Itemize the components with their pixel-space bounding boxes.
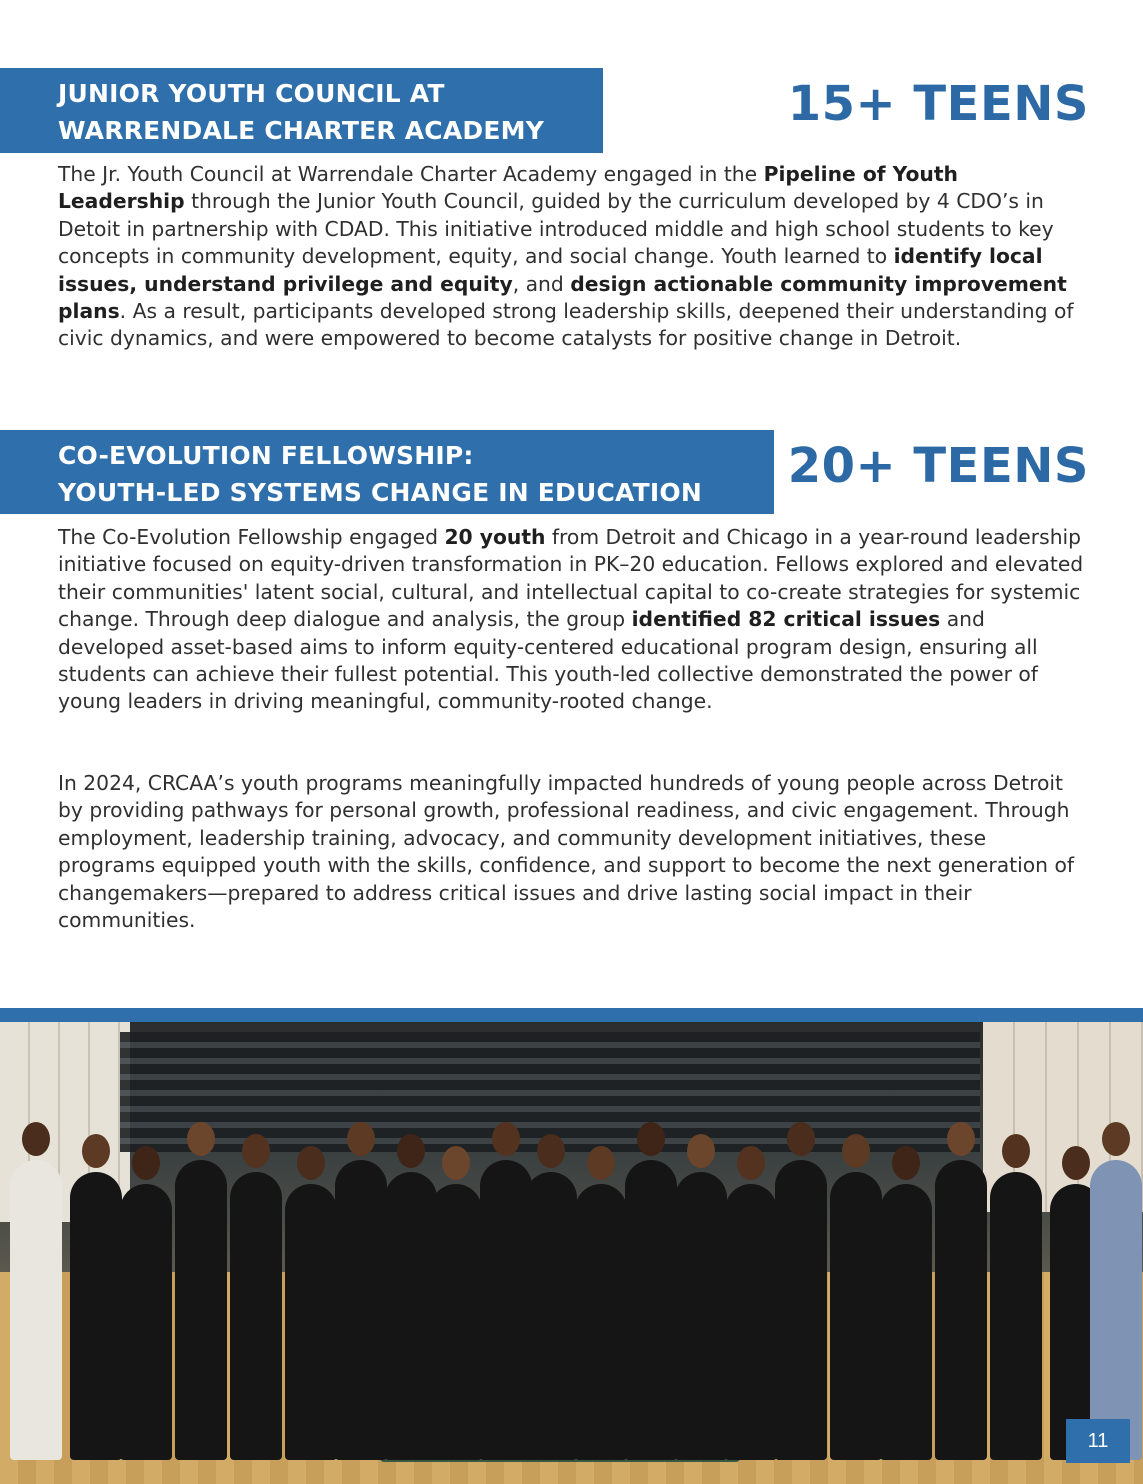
person-figure xyxy=(935,1160,987,1460)
section1-body xyxy=(58,161,1088,353)
person-figure xyxy=(675,1172,727,1460)
page-number: 11 xyxy=(1066,1419,1130,1463)
person-head xyxy=(737,1146,765,1180)
person-head xyxy=(892,1146,920,1180)
person-figure xyxy=(990,1172,1042,1460)
bold-phrase: Pipeline of Youth Leadership xyxy=(58,162,958,214)
person-head xyxy=(132,1146,160,1180)
person-figure xyxy=(880,1184,932,1460)
person-head xyxy=(587,1146,615,1180)
person-head xyxy=(242,1134,270,1168)
person-figure xyxy=(120,1184,172,1460)
person-figure xyxy=(525,1172,577,1460)
bold-phrase: design actionable community improvement plans xyxy=(58,271,1067,324)
person-figure xyxy=(175,1160,227,1460)
text-run: from Detroit and Chicago in a year-round leadership initiative focused on equity-driven transformation in PK–20 education. Fellows explored and elevated their communities' latent social, cultural, and intellectual capital to co-create strategies for systemic change. Through deep dialogue and analysis, the group xyxy=(58,525,1084,632)
group-photo xyxy=(0,1022,1143,1484)
person-head xyxy=(1002,1134,1030,1168)
person-head xyxy=(787,1122,815,1156)
person-head xyxy=(537,1134,565,1168)
person-head xyxy=(687,1134,715,1168)
person-figure xyxy=(285,1184,337,1460)
person-head xyxy=(637,1122,665,1156)
person-figure xyxy=(1090,1160,1142,1460)
person-figure xyxy=(625,1160,677,1460)
person-figure xyxy=(230,1172,282,1460)
person-figure xyxy=(335,1160,387,1460)
person-figure xyxy=(70,1172,122,1460)
person-head xyxy=(187,1122,215,1156)
section2-body xyxy=(58,524,1088,716)
text-run: The Jr. Youth Council at Warrendale Charter Academy engaged in the xyxy=(58,162,764,186)
person-head xyxy=(492,1122,520,1156)
section2-stat: 20+ TEENS xyxy=(787,438,1089,494)
text-run: , and xyxy=(512,271,571,296)
summary-paragraph: In 2024, CRCAA’s youth programs meaningfully impacted hundreds of young people across Detroit by providing pathways for personal growth, professional readiness, and civic engagement. Through employment, leadership training, advocacy, and community development initiatives, these programs equipped youth with the skills, confidence, and support to become the next generation of changemakers—prepared to address critical issues and drive lasting social impact in their communities. xyxy=(58,771,1075,933)
section2-heading-line2: YOUTH-LED SYSTEMS CHANGE IN EDUCATION xyxy=(58,478,702,507)
person-figure xyxy=(575,1184,627,1460)
person-figure xyxy=(830,1172,882,1460)
section1-heading xyxy=(0,68,603,153)
bold-phrase: identified 82 critical issues xyxy=(631,607,941,632)
person-figure xyxy=(775,1160,827,1460)
text-run: . As a result, participants developed strong leadership skills, deepened their understanding of civic dynamics, and were empowered to become catalysts for positive change in Detroit. xyxy=(58,299,1074,351)
photo-top-band xyxy=(0,1008,1143,1022)
person-head xyxy=(1102,1122,1130,1156)
text-run: The Co-Evolution Fellowship engaged xyxy=(58,525,445,549)
text-run: through the Junior Youth Council, guided by the curriculum developed by 4 CDO’s in Detoit in partnership with CDAD. This initiative introduced middle and high school students to key concepts in community development, equity, and social change. Youth learned to xyxy=(58,189,1054,269)
section2-heading xyxy=(0,430,774,514)
text-run: and developed asset-based aims to inform equity-centered educational program design, ensuring all students can achieve their fullest potential. This youth-led collective demonstrated the power of young leaders in driving meaningful, community-rooted change. xyxy=(58,607,1038,714)
section1-heading-line2: WARRENDALE CHARTER ACADEMY xyxy=(58,116,544,145)
section2-heading-line1: CO-EVOLUTION FELLOWSHIP: xyxy=(58,441,474,470)
person-head xyxy=(842,1134,870,1168)
person-head xyxy=(22,1122,50,1156)
section1-stat: 15+ TEENS xyxy=(787,76,1089,132)
person-head xyxy=(82,1134,110,1168)
person-figure xyxy=(10,1160,62,1460)
person-figure xyxy=(725,1184,777,1460)
section1-heading-line1: JUNIOR YOUTH COUNCIL AT xyxy=(58,79,445,108)
person-head xyxy=(297,1146,325,1180)
person-figure xyxy=(430,1184,482,1460)
person-head xyxy=(442,1146,470,1180)
person-head xyxy=(347,1122,375,1156)
person-head xyxy=(397,1134,425,1168)
bold-phrase: 20 youth xyxy=(444,525,546,549)
bold-phrase: identify local issues, understand privilege and equity xyxy=(58,244,1043,296)
person-head xyxy=(947,1122,975,1156)
person-head xyxy=(1062,1146,1090,1180)
